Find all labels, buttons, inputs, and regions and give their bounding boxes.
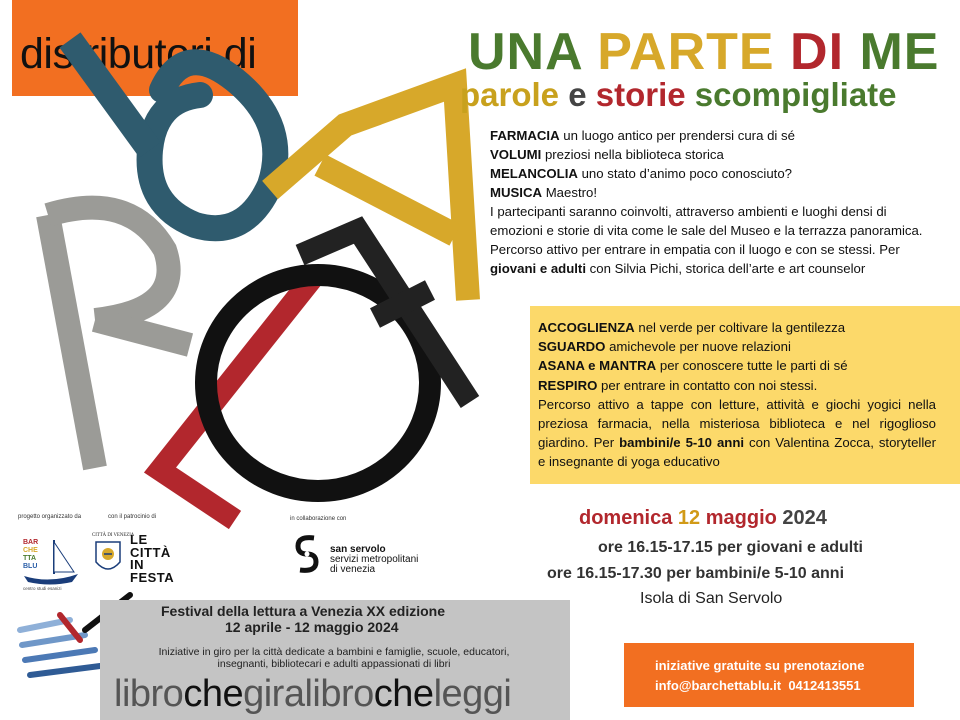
adult-desc-target: giovani e adulti [490,261,586,276]
slogan-part: libro [114,673,184,715]
event-day-number: 12 [677,507,701,529]
booking-phone: 0412413551 [788,678,861,693]
booking-box [624,643,914,707]
slogan-part: leggi [433,673,512,715]
letter-r [48,208,190,468]
barchetta-subtext: centro studi esanizi [23,586,62,591]
festival-dates: 12 aprile - 12 maggio 2024 [225,619,399,635]
barchetta-blu-logo [20,532,82,592]
kids-line [538,356,936,375]
time-kids: ore 16.15-17.30 per bambini/e 5-10 anni [547,565,845,582]
adult-line [490,164,940,183]
citta-festa-word: LE [130,532,148,547]
slogan-part: gira [243,673,305,715]
adult-description [490,202,940,278]
san-servolo-icon [292,532,322,576]
page-subtitle [460,76,897,114]
adult-line-keyword: VOLUMI [490,147,542,162]
page-title [468,22,939,82]
slogan-part: libro [304,673,374,715]
tag-text: distributori di [20,30,257,78]
adult-desc-part: con Silvia Pichi, storica dell’arte e art counselor [586,261,866,276]
title-word-1: UNA [468,23,582,81]
san-servolo-sub: servizi metropolitani [330,554,419,565]
collab-label: in collaborazione con [290,516,347,522]
adult-line-keyword: MELANCOLIA [490,166,578,181]
adult-line-keyword: MUSICA [490,185,543,200]
adult-desc-part: I partecipanti saranno coinvolti, attraverso ambienti e luoghi densi di emozioni e storie di vita come le sale del Museo e la terrazza panoramica. Percorso attivo per entrare in empatia con il luogo e con se stessi. Per [490,204,923,257]
citta-festa-word: CITTÀ [130,544,171,560]
adult-program [490,126,940,278]
kids-line-keyword: SGUARDO [538,339,606,355]
le-citta-in-festa-logo [130,534,174,584]
kids-program [538,318,936,472]
adult-line-text: preziosi nella biblioteca storica [541,147,724,162]
kids-desc-target: bambini/e 5-10 anni [619,435,745,451]
adult-line [490,183,940,202]
san-servolo-name: san servolo [330,544,386,555]
event-place: Isola di San Servolo [640,590,783,607]
festival-description: Iniziative in giro per la città dedicate a bambini e famiglie, scuole, educatori, insegnanti, bibliotecari e adulti appassionati di libri [158,646,510,670]
event-month: maggio [705,507,777,529]
kids-description [538,395,936,472]
subtitle-word-2: e [568,76,587,113]
kids-line [538,318,936,337]
san-servolo-text [330,545,418,575]
kids-line [538,376,936,395]
event-day: domenica [579,507,673,529]
kids-line-keyword: ACCOGLIENZA [538,320,635,335]
event-year: 2024 [782,507,827,529]
event-date [579,507,827,530]
adult-line [490,126,940,145]
kids-line [538,337,936,356]
citta-festa-word: FESTA [130,569,175,585]
kids-line-keyword: ASANA e MANTRA [538,358,657,374]
kids-line-text: per entrare in contatto con noi stessi. [597,377,818,393]
title-word-2: PARTE [597,23,775,81]
citta-festa-word: IN [130,557,144,572]
booking-contact [655,678,861,693]
slogan-part: che [373,673,434,715]
svg-text:BLU: BLU [23,563,38,570]
citta-di-venezia-logo [92,528,135,586]
kids-desc-part: Percorso attivo a tappe con letture, attività e giochi yogici nella preziosa farmacia, nella misteriosa biblioteca e nel rigoglioso giardino. Per [538,396,936,451]
svg-text:CHE: CHE [23,547,38,554]
slogan-part: che [183,673,244,715]
subtitle-word-1: parole [460,76,560,113]
adult-line-text: un luogo antico per prendersi cura di sé [559,128,795,143]
letter-le [300,230,470,402]
booking-email[interactable]: info@barchettablu.it [655,678,782,693]
time-adults: ore 16.15-17.15 per giovani e adulti [598,539,863,556]
san-servolo-sub: di venezia [330,564,376,575]
festival-slogan [114,672,511,716]
kids-line-text: amichevole per nuove relazioni [605,339,791,355]
subtitle-word-3: storie [595,76,686,113]
kids-desc-part: con Valentina Zocca, storyteller e insegnante di yoga educativo [538,435,936,470]
title-word-3: DI [790,23,845,81]
svg-text:BAR: BAR [23,539,39,546]
organizer-label: progetto organizzato da [18,514,82,520]
kids-line-text: per conoscere tutte le parti di sé [656,358,848,374]
venezia-text: CITTÀ DI VENEZIA [92,533,135,538]
kids-line-text: nel verde per coltivare la gentilezza [634,320,846,335]
booking-note: iniziative gratuite su prenotazione [655,658,865,673]
patron-label: con il patrocinio di [108,514,157,520]
title-word-4: ME [859,23,940,81]
kids-line-keyword: RESPIRO [538,377,598,393]
festival-title: Festival della lettura a Venezia XX edizione [161,603,445,619]
subtitle-word-4: scompigliate [694,76,897,113]
adult-line-keyword: FARMACIA [490,128,560,143]
adult-line-text: uno stato d’animo poco conosciuto? [577,166,792,181]
adult-line [490,145,940,164]
svg-text:TTA: TTA [23,555,37,562]
adult-line-text: Maestro! [542,185,597,200]
